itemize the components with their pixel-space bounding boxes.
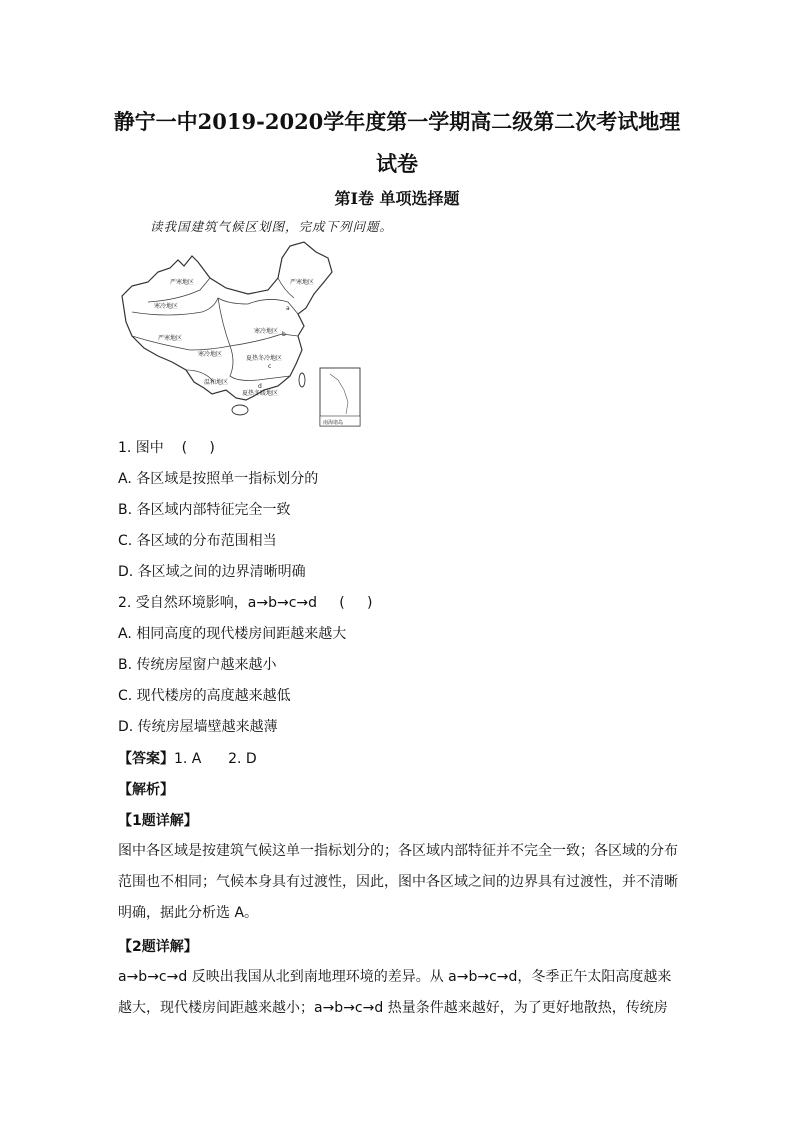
climate-zone-map xyxy=(118,238,368,428)
answer-label: 【答案】 xyxy=(118,751,174,767)
map-label: 夏热冬冷地区 xyxy=(246,355,283,362)
map-outline xyxy=(122,242,332,400)
q2-detail-heading: 【2题详解】 xyxy=(118,939,198,955)
question-2-stem: 2. 受自然环境影响，a→b→c→d ( ) xyxy=(118,595,373,611)
question-2-option: C. 现代楼房的高度越来越低 xyxy=(118,688,291,704)
map-label: 寒冷地区 xyxy=(198,351,223,358)
question-1-option: A. 各区域是按照单一指标划分的 xyxy=(118,471,319,487)
map-label: 寒冷地区 xyxy=(154,303,179,310)
question-2-option: A. 相同高度的现代楼房间距越来越大 xyxy=(118,626,347,642)
section-heading: 第Ⅰ卷 单项选择题 xyxy=(334,189,460,208)
map-point-a: a xyxy=(286,305,290,312)
map-point-d: d xyxy=(258,383,262,390)
question-1-stem: 1. 图中 ( ) xyxy=(118,440,215,456)
map-label: 严寒地区 xyxy=(170,279,195,286)
question-1-option: D. 各区域之间的边界清晰明确 xyxy=(118,564,306,580)
answer-text: 1. A 2. D xyxy=(174,751,257,767)
map-point-c: c xyxy=(268,363,272,370)
q1-detail-text: 图中各区域是按建筑气候这单一指标划分的；各区域内部特征并不完全一致；各区域的分布范围也不相同；气候本身具有过渡性，因此，图中各区域之间的边界具有过渡性，并不清晰明确，据此分析选 A。 xyxy=(118,843,678,921)
map-label: 温和地区 xyxy=(204,379,229,386)
map-point-b: b xyxy=(282,331,286,338)
analysis-label: 【解析】 xyxy=(118,782,174,798)
answer-row xyxy=(118,748,257,768)
exam-title-line2: 试卷 xyxy=(376,151,418,176)
map-intro: 读我国建筑气候区划图，完成下列问题。 xyxy=(150,219,394,234)
inset-label: 南海诸岛 xyxy=(323,420,344,426)
question-2-option: B. 传统房屋窗户越来越小 xyxy=(118,657,277,673)
map-label: 寒冷地区 xyxy=(254,328,279,335)
question-1-option: B. 各区域内部特征完全一致 xyxy=(118,502,291,518)
q2-detail-text: a→b→c→d 反映出我国从北到南地理环境的差异。从 a→b→c→d，冬季正午太阳高度越来越大，现代楼房间距越来越小；a→b→c→d 热量条件越来越好，为了更好地散热，传统房 xyxy=(118,969,672,1016)
exam-title-line1: 静宁一中2019-2020学年度第一学期高二级第二次考试地理 xyxy=(113,109,681,134)
map-label: 严寒地区 xyxy=(290,279,315,286)
map-label: 严寒地区 xyxy=(158,335,183,342)
question-1-option: C. 各区域的分布范围相当 xyxy=(118,533,277,549)
q1-detail-heading: 【1题详解】 xyxy=(118,813,198,829)
question-2-option: D. 传统房屋墙壁越来越薄 xyxy=(118,719,278,735)
map-label: 夏热冬暖地区 xyxy=(242,390,279,397)
